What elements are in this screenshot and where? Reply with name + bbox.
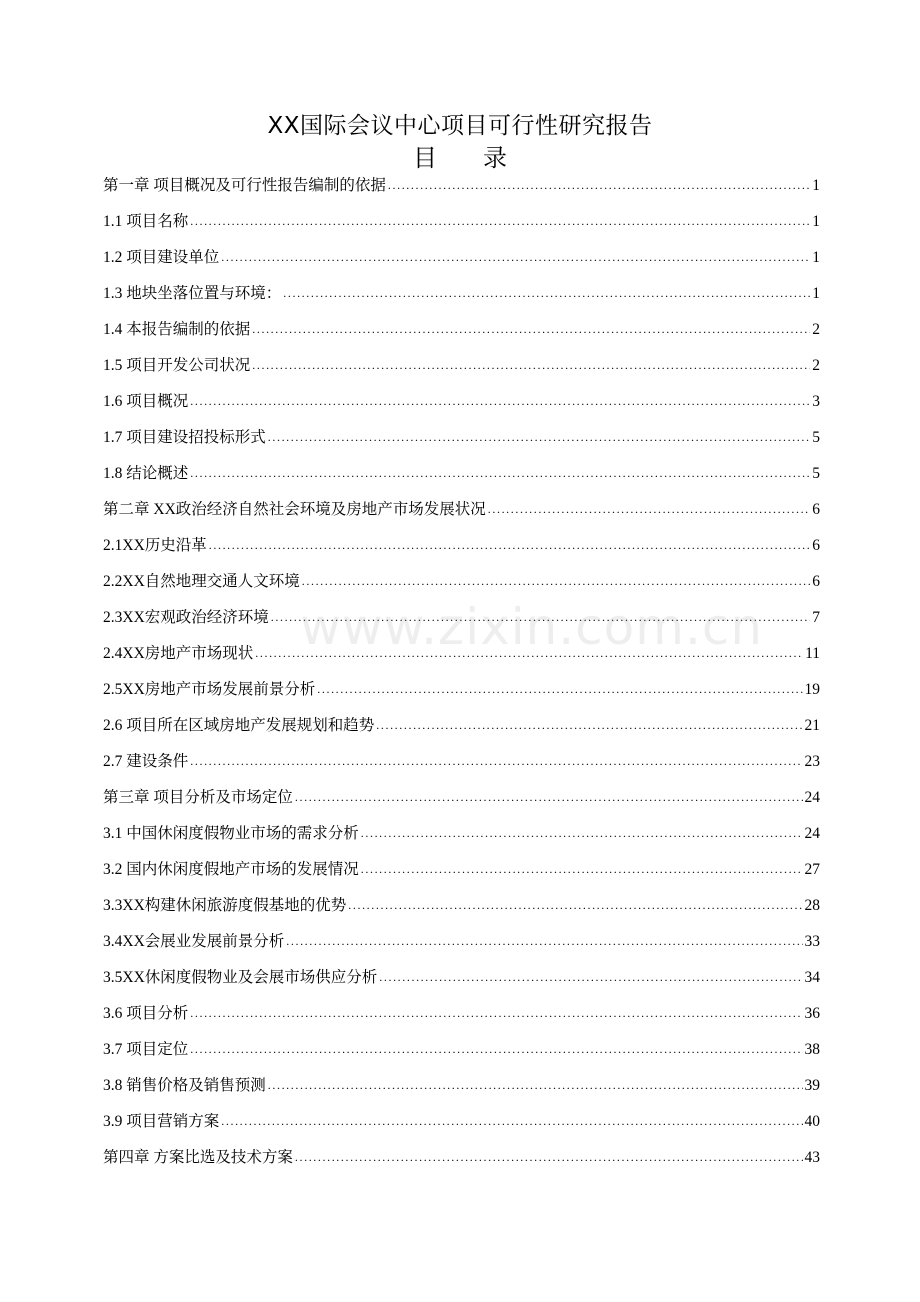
toc-leader-dots <box>348 891 802 919</box>
toc-leader-dots <box>268 423 810 451</box>
toc-leader-dots <box>268 1071 803 1099</box>
toc-heading-right: 录 <box>483 144 507 172</box>
toc-entry-label: 3.3XX构建休闲旅游度假基地的优势 <box>103 897 347 914</box>
toc-leader-dots <box>190 459 810 487</box>
toc-entry[interactable] <box>103 1144 820 1180</box>
toc-entry[interactable] <box>103 1000 820 1036</box>
toc-entry-page-number: 33 <box>804 933 820 950</box>
toc-entry-page-number: 1 <box>812 285 820 302</box>
toc-leader-dots <box>190 387 810 415</box>
toc-entry-label: 2.3XX宏观政治经济环境 <box>103 609 269 626</box>
toc-entry[interactable] <box>103 604 820 640</box>
toc-entry-page-number: 28 <box>804 897 820 914</box>
toc-leader-dots <box>283 279 810 307</box>
toc-entry-label: 1.8 结论概述 <box>103 465 189 482</box>
table-of-contents <box>103 172 820 1180</box>
toc-leader-dots <box>190 999 802 1027</box>
toc-entry-page-number: 2 <box>812 321 820 338</box>
toc-entry-page-number: 11 <box>805 645 820 662</box>
toc-entry-page-number: 1 <box>812 177 820 194</box>
toc-entry-label: 3.9 项目营销方案 <box>103 1113 220 1130</box>
toc-entry-page-number: 40 <box>804 1113 820 1130</box>
toc-entry-page-number: 23 <box>804 753 820 770</box>
toc-leader-dots <box>252 315 810 343</box>
toc-entry[interactable] <box>103 856 820 892</box>
toc-entry-page-number: 24 <box>804 789 820 806</box>
toc-entry[interactable] <box>103 1072 820 1108</box>
toc-entry[interactable] <box>103 424 820 460</box>
toc-entry[interactable] <box>103 496 820 532</box>
toc-entry-label: 第四章 方案比选及技术方案 <box>103 1149 293 1166</box>
toc-entry-label: 2.4XX房地产市场现状 <box>103 645 254 662</box>
toc-heading-left: 目 <box>413 144 437 172</box>
toc-entry[interactable] <box>103 748 820 784</box>
toc-entry[interactable] <box>103 172 820 208</box>
toc-leader-dots <box>252 351 810 379</box>
toc-entry-page-number: 19 <box>804 681 820 698</box>
toc-entry-label: 3.7 项目定位 <box>103 1041 189 1058</box>
toc-entry-label: 2.5XX房地产市场发展前景分析 <box>103 681 316 698</box>
toc-entry[interactable] <box>103 1108 820 1144</box>
toc-entry-label: 3.8 销售价格及销售预测 <box>103 1077 266 1094</box>
toc-entry-label: 1.1 项目名称 <box>103 213 189 230</box>
toc-entry[interactable] <box>103 892 820 928</box>
toc-entry[interactable] <box>103 568 820 604</box>
toc-entry-label: 3.5XX休闲度假物业及会展市场供应分析 <box>103 969 378 986</box>
toc-entry[interactable] <box>103 640 820 676</box>
toc-leader-dots <box>190 747 802 775</box>
toc-entry[interactable] <box>103 928 820 964</box>
toc-leader-dots <box>190 1035 802 1063</box>
toc-entry-label: 1.6 项目概况 <box>103 393 189 410</box>
toc-entry-label: 2.7 建设条件 <box>103 753 189 770</box>
toc-entry-label: 第二章 XX政治经济自然社会环境及房地产市场发展状况 <box>103 501 486 518</box>
toc-entry-page-number: 1 <box>812 213 820 230</box>
toc-entry-page-number: 1 <box>812 249 820 266</box>
toc-leader-dots <box>376 711 802 739</box>
toc-entry[interactable] <box>103 388 820 424</box>
toc-entry-label: 1.7 项目建设招投标形式 <box>103 429 266 446</box>
watermark: www.zixin.com.cn <box>300 598 764 656</box>
toc-entry-label: 1.4 本报告编制的依据 <box>103 321 251 338</box>
toc-entry-label: 3.2 国内休闲度假地产市场的发展情况 <box>103 861 359 878</box>
toc-leader-dots <box>361 855 803 883</box>
toc-entry-label: 2.2XX自然地理交通人文环境 <box>103 573 300 590</box>
toc-entry-label: 1.5 项目开发公司状况 <box>103 357 251 374</box>
toc-leader-dots <box>295 1143 803 1171</box>
toc-leader-dots <box>361 819 803 847</box>
toc-entry[interactable] <box>103 208 820 244</box>
toc-leader-dots <box>209 531 810 559</box>
toc-entry[interactable] <box>103 460 820 496</box>
toc-entry[interactable] <box>103 712 820 748</box>
toc-entry[interactable] <box>103 784 820 820</box>
toc-entry[interactable] <box>103 352 820 388</box>
toc-entry-label: 3.1 中国休闲度假物业市场的需求分析 <box>103 825 359 842</box>
toc-entry-page-number: 5 <box>812 429 820 446</box>
toc-leader-dots <box>379 963 802 991</box>
toc-leader-dots <box>488 495 810 523</box>
toc-entry-page-number: 38 <box>804 1041 820 1058</box>
toc-entry-page-number: 43 <box>804 1149 820 1166</box>
toc-entry[interactable] <box>103 964 820 1000</box>
toc-entry-page-number: 21 <box>804 717 820 734</box>
toc-leader-dots <box>221 1107 802 1135</box>
toc-entry[interactable] <box>103 820 820 856</box>
toc-entry-label: 第一章 项目概况及可行性报告编制的依据 <box>103 177 386 194</box>
toc-entry[interactable] <box>103 244 820 280</box>
toc-entry-page-number: 34 <box>804 969 820 986</box>
toc-leader-dots <box>317 675 802 703</box>
toc-entry-label: 1.2 项目建设单位 <box>103 249 220 266</box>
toc-leader-dots <box>221 243 810 271</box>
toc-leader-dots <box>271 603 810 631</box>
toc-entry[interactable] <box>103 316 820 352</box>
toc-entry-label: 2.1XX历史沿革 <box>103 537 207 554</box>
toc-entry-label: 3.4XX会展业发展前景分析 <box>103 933 285 950</box>
toc-entry-page-number: 24 <box>804 825 820 842</box>
toc-leader-dots <box>286 927 802 955</box>
toc-entry-page-number: 2 <box>812 357 820 374</box>
toc-entry[interactable] <box>103 1036 820 1072</box>
toc-entry-page-number: 6 <box>812 573 820 590</box>
toc-entry[interactable] <box>103 532 820 568</box>
toc-entry-page-number: 27 <box>804 861 820 878</box>
toc-entry[interactable] <box>103 280 820 316</box>
toc-entry-label: 3.6 项目分析 <box>103 1005 189 1022</box>
toc-heading <box>0 142 920 174</box>
toc-leader-dots <box>295 783 803 811</box>
document-title: XX国际会议中心项目可行性研究报告 <box>267 113 653 139</box>
toc-leader-dots <box>190 207 810 235</box>
toc-entry-page-number: 36 <box>804 1005 820 1022</box>
toc-leader-dots <box>302 567 810 595</box>
toc-leader-dots <box>255 639 803 667</box>
toc-entry-page-number: 5 <box>812 465 820 482</box>
toc-leader-dots <box>388 171 810 199</box>
toc-entry-label: 第三章 项目分析及市场定位 <box>103 789 293 806</box>
toc-entry-page-number: 7 <box>812 609 820 626</box>
toc-entry-label: 2.6 项目所在区域房地产发展规划和趋势 <box>103 717 375 734</box>
toc-entry-page-number: 39 <box>804 1077 820 1094</box>
toc-entry-page-number: 3 <box>812 393 820 410</box>
toc-entry-page-number: 6 <box>812 501 820 518</box>
toc-entry-page-number: 6 <box>812 537 820 554</box>
toc-entry-label: 1.3 地块坐落位置与环境： <box>103 285 282 302</box>
toc-entry[interactable] <box>103 676 820 712</box>
